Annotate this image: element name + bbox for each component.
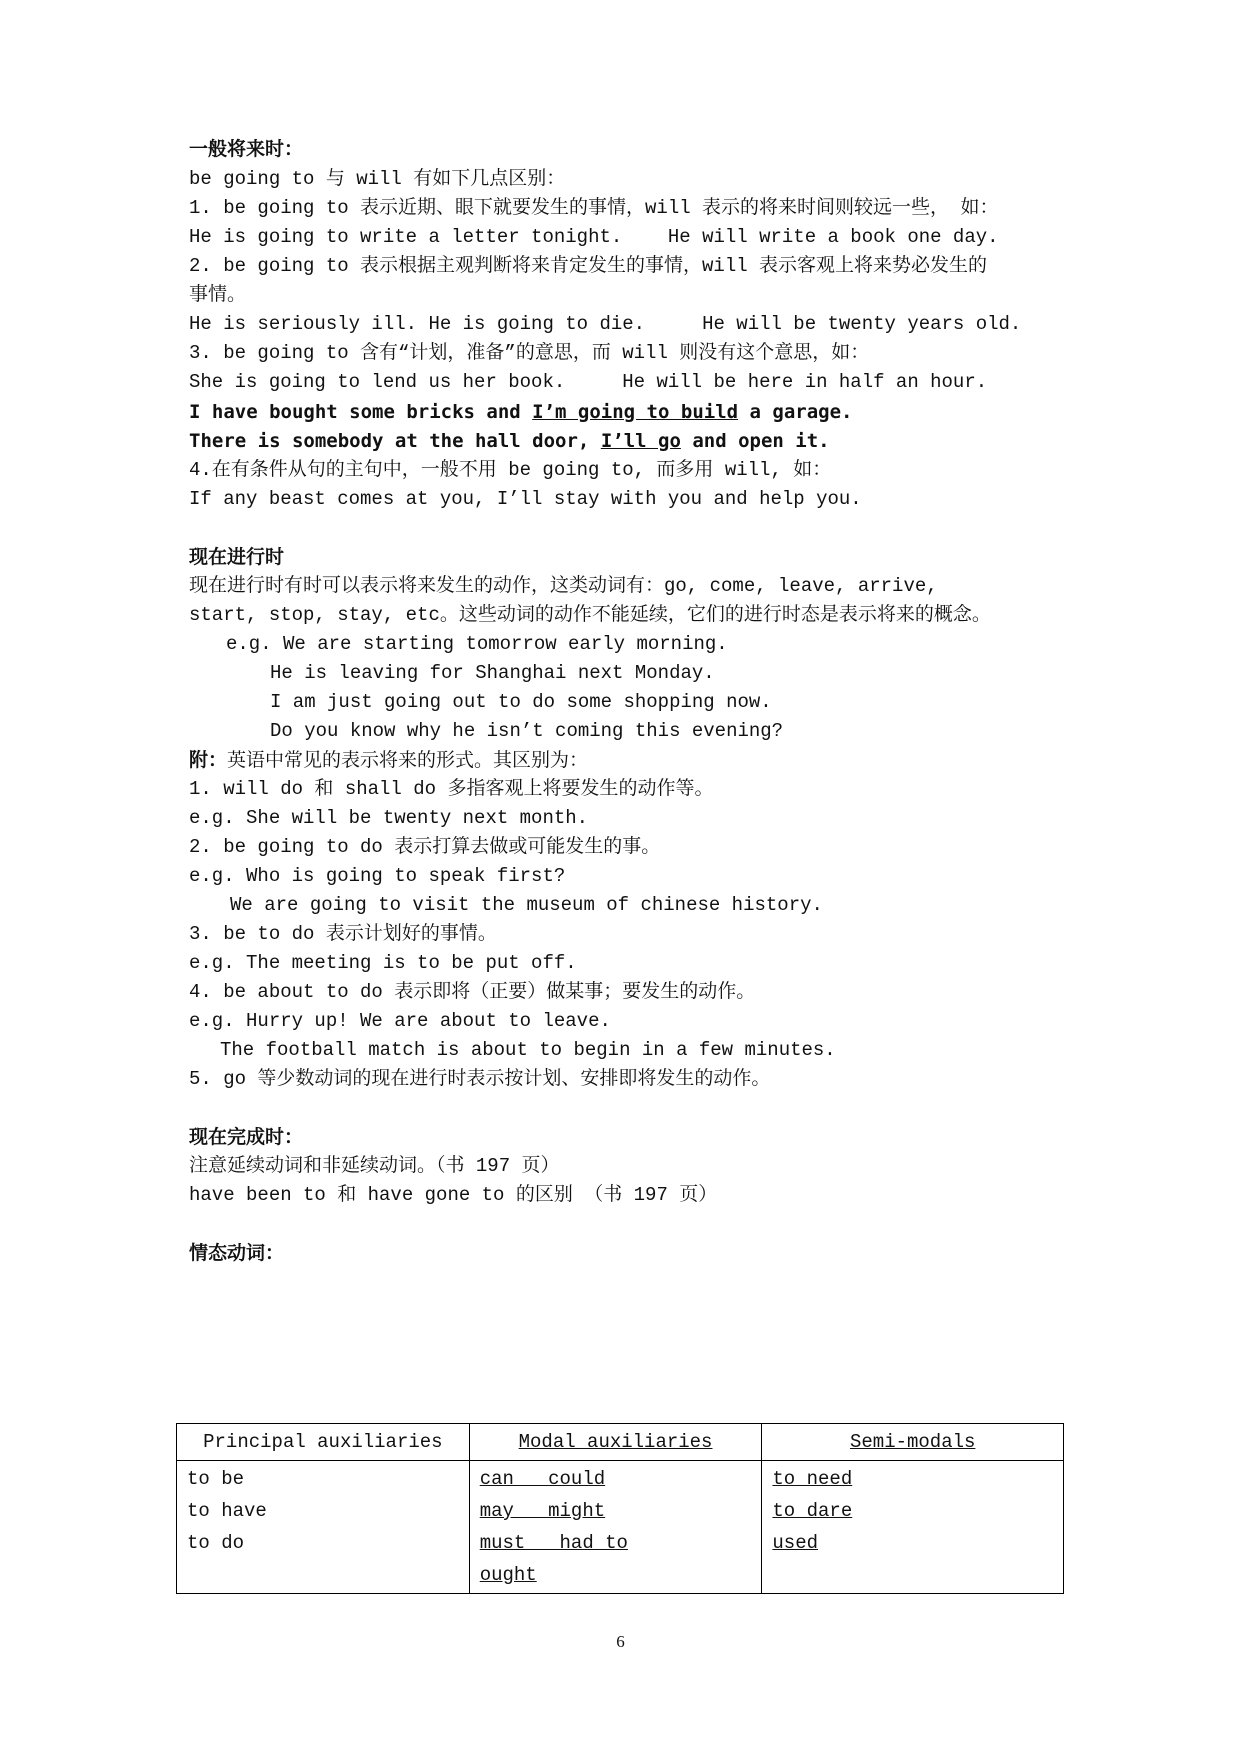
table-cell-item: to do bbox=[187, 1532, 245, 1554]
table-header-row bbox=[177, 1424, 1064, 1461]
example-line: The football match is about to begin in a few minutes. bbox=[220, 1039, 836, 1061]
table-cell-item: can could bbox=[479, 1468, 606, 1490]
bold-example-1-underlined: I’m going to build bbox=[532, 401, 739, 423]
appendix-intro-text: 英语中常见的表示将来的形式。其区别为： bbox=[227, 750, 589, 772]
bold-example-2 bbox=[189, 429, 830, 453]
table-header-principal: Principal auxiliaries bbox=[177, 1424, 470, 1461]
table-cell-modal bbox=[469, 1461, 762, 1594]
text-line: start, stop, stay, etc。这些动词的动作不能延续，它们的进行时态是表示将来的概念。 bbox=[189, 604, 991, 626]
table-header-modal: Modal auxiliaries bbox=[469, 1424, 762, 1461]
text-line: be going to 与 will 有如下几点区别： bbox=[189, 168, 566, 190]
table-cell-item: must had to bbox=[479, 1532, 628, 1554]
text-line: 4. be about to do 表示即将（正要）做某事；要发生的动作。 bbox=[189, 981, 756, 1003]
example-line: He is going to write a letter tonight. He will write a book one day. bbox=[189, 226, 999, 248]
table-cell-semi-modal bbox=[762, 1461, 1064, 1594]
table-cell-item: ought bbox=[479, 1564, 537, 1586]
text-line: 5. go 等少数动词的现在进行时表示按计划、安排即将发生的动作。 bbox=[189, 1068, 771, 1090]
example-line: If any beast comes at you, I’ll stay with you and help you. bbox=[189, 488, 862, 510]
text-line: 4.在有条件从句的主句中，一般不用 be going to, 而多用 will, 如： bbox=[189, 459, 832, 481]
text-line: 事情。 bbox=[189, 284, 247, 306]
example-line: e.g. We are starting tomorrow early morning. bbox=[226, 633, 728, 655]
example-line: She is going to lend us her book. He will be here in half an hour. bbox=[189, 371, 988, 393]
text-line: 2. be going to 表示根据主观判断将来肯定发生的事情，will 表示客观上将来势必发生的 bbox=[189, 255, 988, 277]
table-cell-item: to have bbox=[187, 1500, 267, 1522]
table-row bbox=[177, 1461, 1064, 1594]
bold-example-1 bbox=[189, 400, 852, 424]
table-cell-principal bbox=[177, 1461, 470, 1594]
text-line: 注意延续动词和非延续动词。（书 197 页） bbox=[189, 1155, 560, 1177]
text-line: 2. be going to do 表示打算去做或可能发生的事。 bbox=[189, 836, 661, 858]
table-cell-item: may might bbox=[479, 1500, 606, 1522]
section-title-future: 一般将来时： bbox=[189, 138, 304, 160]
example-line: Do you know why he isn’t coming this evening? bbox=[270, 720, 784, 742]
text-line: 3. be to do 表示计划好的事情。 bbox=[189, 923, 497, 945]
bold-example-1-pre: I have bought some bricks and bbox=[189, 401, 533, 423]
example-line: We are going to visit the museum of chinese history. bbox=[230, 894, 823, 916]
section-title-present-perfect: 现在完成时： bbox=[189, 1126, 304, 1148]
example-line: He is seriously ill. He is going to die. He will be twenty years old. bbox=[189, 313, 1022, 335]
example-line: e.g. Who is going to speak first? bbox=[189, 865, 566, 887]
section-title-present-continuous: 现在进行时 bbox=[189, 546, 285, 568]
example-line: I am just going out to do some shopping now. bbox=[270, 691, 772, 713]
section-title-modal-verbs: 情态动词： bbox=[189, 1242, 285, 1264]
example-line: e.g. The meeting is to be put off. bbox=[189, 952, 577, 974]
example-line: e.g. Hurry up! We are about to leave. bbox=[189, 1010, 611, 1032]
table-cell-item: to dare bbox=[772, 1500, 853, 1522]
table-cell-item: to be bbox=[187, 1468, 245, 1490]
text-line: 1. be going to 表示近期、眼下就要发生的事情，will 表示的将来时间则较远一些， 如： bbox=[189, 197, 999, 219]
text-line: have been to 和 have gone to 的区别 （书 197 页） bbox=[189, 1184, 718, 1206]
example-line: e.g. She will be twenty next month. bbox=[189, 807, 589, 829]
table-cell-item: used bbox=[772, 1532, 819, 1554]
table-cell-item: to need bbox=[772, 1468, 853, 1490]
text-line: 1. will do 和 shall do 多指客观上将要发生的动作等。 bbox=[189, 778, 714, 800]
bold-example-2-post: and open it. bbox=[680, 430, 830, 452]
example-line: He is leaving for Shanghai next Monday. bbox=[270, 662, 715, 684]
text-line: 现在进行时有时可以表示将来发生的动作，这类动词有：go, come, leave, arrive, bbox=[189, 575, 938, 597]
table-header-semi-modal: Semi-modals bbox=[762, 1424, 1064, 1461]
appendix-label: 附： bbox=[189, 749, 228, 771]
modal-verbs-table bbox=[176, 1423, 1064, 1594]
bold-example-1-post: a garage. bbox=[738, 401, 853, 423]
page-number: 6 bbox=[616, 1632, 625, 1651]
bold-example-2-underlined: I’ll go bbox=[600, 430, 681, 452]
text-line: 3. be going to 含有“计划，准备”的意思，而 will 则没有这个意思，如： bbox=[189, 342, 870, 364]
appendix-intro bbox=[189, 748, 588, 773]
bold-example-2-pre: There is somebody at the hall door, bbox=[189, 430, 601, 452]
